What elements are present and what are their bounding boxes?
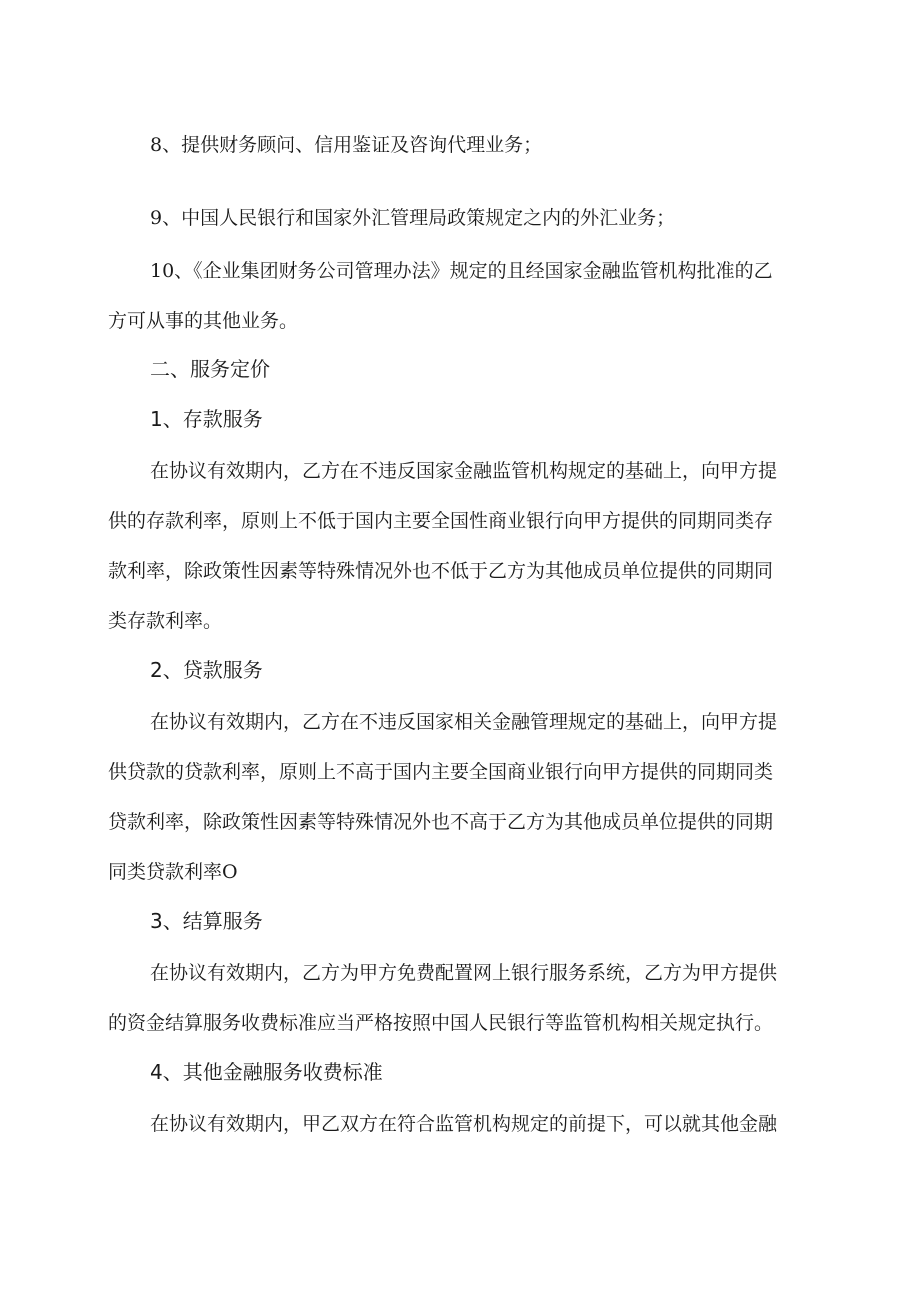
settlement-line-1: 在协议有效期内，乙方为甲方免费配置网上银行服务系统，乙方为甲方提供 <box>150 962 778 984</box>
other-services-heading: 4、其他金融服务收费标准 <box>150 1060 383 1084</box>
other-services-line-1: 在协议有效期内，甲乙双方在符合监管机构规定的前提下，可以就其他金融 <box>150 1113 778 1135</box>
loan-heading: 2、贷款服务 <box>150 658 263 682</box>
loan-line-2: 供贷款的贷款利率，原则上不高于国内主要全国商业银行向甲方提供的同期同类 <box>108 761 774 783</box>
deposit-heading: 1、存款服务 <box>150 407 263 431</box>
section-title: 二、服务定价 <box>150 357 270 381</box>
list-item-10-line-2: 方可从事的其他业务。 <box>108 310 299 332</box>
loan-line-4: 同类贷款利率O <box>108 861 238 883</box>
deposit-line-2: 供的存款利率，原则上不低于国内主要全国性商业银行向甲方提供的同期同类存 <box>108 510 774 532</box>
settlement-line-2: 的资金结算服务收费标准应当严格按照中国人民银行等监管机构相关规定执行。 <box>108 1012 774 1034</box>
deposit-line-1: 在协议有效期内，乙方在不违反国家金融监管机构规定的基础上，向甲方提 <box>150 460 778 482</box>
deposit-line-3: 款利率，除政策性因素等特殊情况外也不低于乙方为其他成员单位提供的同期同 <box>108 560 774 582</box>
list-item-10-line-1: 10、《企业集团财务公司管理办法》规定的且经国家金融监管机构批准的乙 <box>150 260 773 282</box>
list-item-9: 9、中国人民银行和国家外汇管理局政策规定之内的外汇业务； <box>150 207 676 229</box>
list-item-8: 8、提供财务顾问、信用鉴证及咨询代理业务； <box>150 134 543 156</box>
loan-line-1: 在协议有效期内，乙方在不违反国家相关金融管理规定的基础上，向甲方提 <box>150 711 778 733</box>
deposit-line-4: 类存款利率。 <box>108 610 223 632</box>
settlement-heading: 3、结算服务 <box>150 909 263 933</box>
loan-line-3: 贷款利率，除政策性因素等特殊情况外也不高于乙方为其他成员单位提供的同期 <box>108 811 774 833</box>
